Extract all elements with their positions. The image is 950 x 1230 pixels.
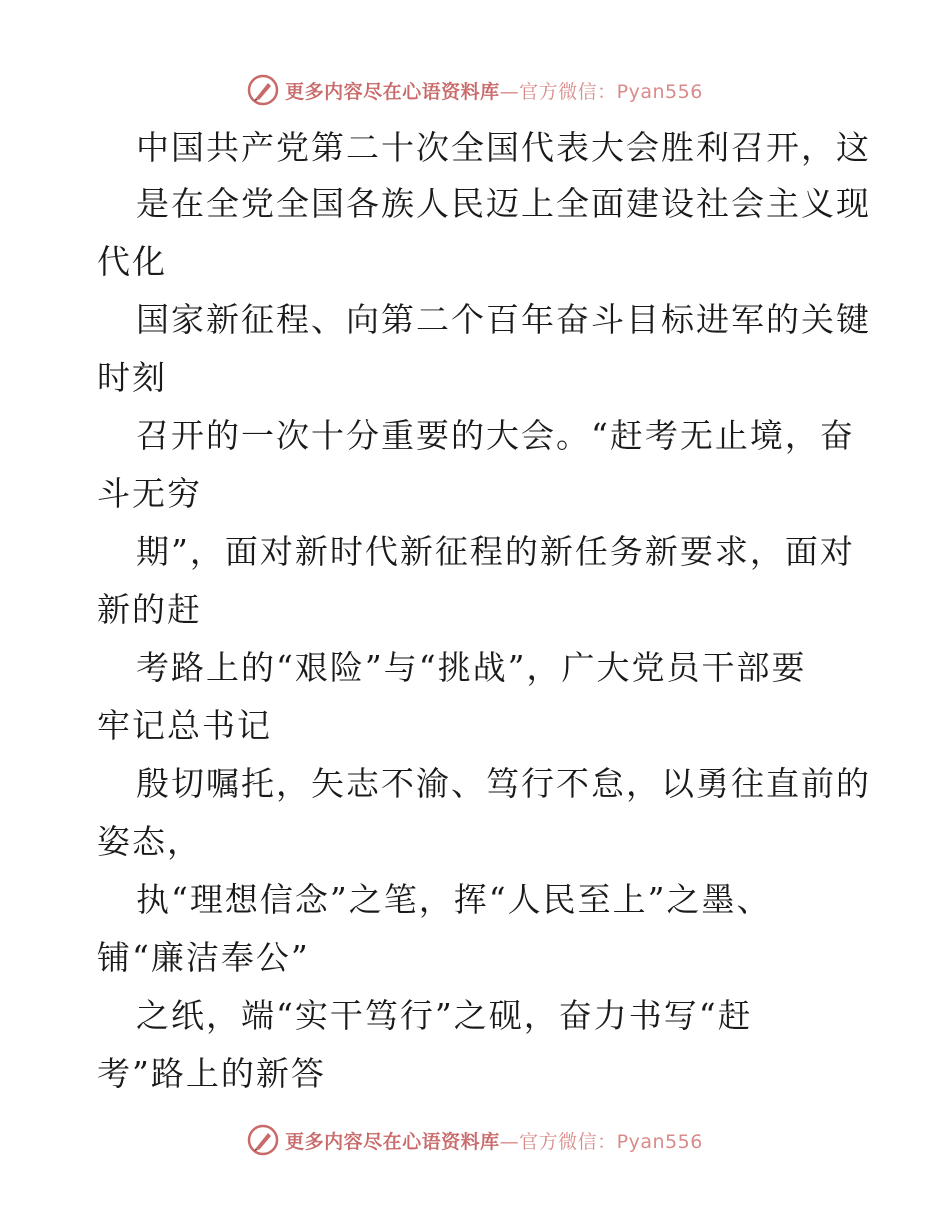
text-line: 中国共产党第二十次全国代表大会胜利召开，这 — [136, 128, 871, 167]
text-line: 斗无穷 — [97, 474, 202, 513]
text-line: 是在全党全国各族人民迈上全面建设社会主义现 — [136, 184, 871, 223]
text-line: 召开的一次十分重要的大会。“赶考无止境，奋 — [136, 416, 855, 455]
text-line: 姿态， — [97, 822, 202, 861]
text-line: 殷切嘱托，矢志不渝、笃行不怠，以勇往直前的 — [136, 764, 871, 803]
text-line: 牢记总书记 — [97, 706, 272, 745]
watermark-text: 更多内容尽在心语资料库—官方微信：Pyan556 — [285, 80, 703, 103]
text-line: 时刻 — [97, 358, 167, 397]
text-line: 铺“廉洁奉公” — [97, 938, 310, 977]
text-line: 之纸，端“实干笃行”之砚，奋力书写“赶 — [136, 996, 753, 1035]
text-line: 新的赶 — [97, 590, 202, 629]
text-line: 考”路上的新答 — [97, 1054, 326, 1093]
text-line: 执“理想信念”之笔，挥“人民至上”之墨、 — [136, 880, 772, 919]
footer-watermark — [0, 1120, 950, 1160]
watermark-text: 更多内容尽在心语资料库—官方微信：Pyan556 — [285, 1130, 703, 1153]
header-watermark — [0, 70, 950, 110]
text-line: 代化 — [97, 242, 167, 281]
text-line: 期”，面对新时代新征程的新任务新要求，面对 — [136, 532, 855, 571]
quill-pen-icon — [247, 1124, 279, 1156]
text-line: 考路上的“艰险”与“挑战”，广大党员干部要 — [136, 648, 807, 687]
quill-pen-icon — [247, 74, 279, 106]
text-line: 国家新征程、向第二个百年奋斗目标进军的关键 — [136, 300, 871, 339]
